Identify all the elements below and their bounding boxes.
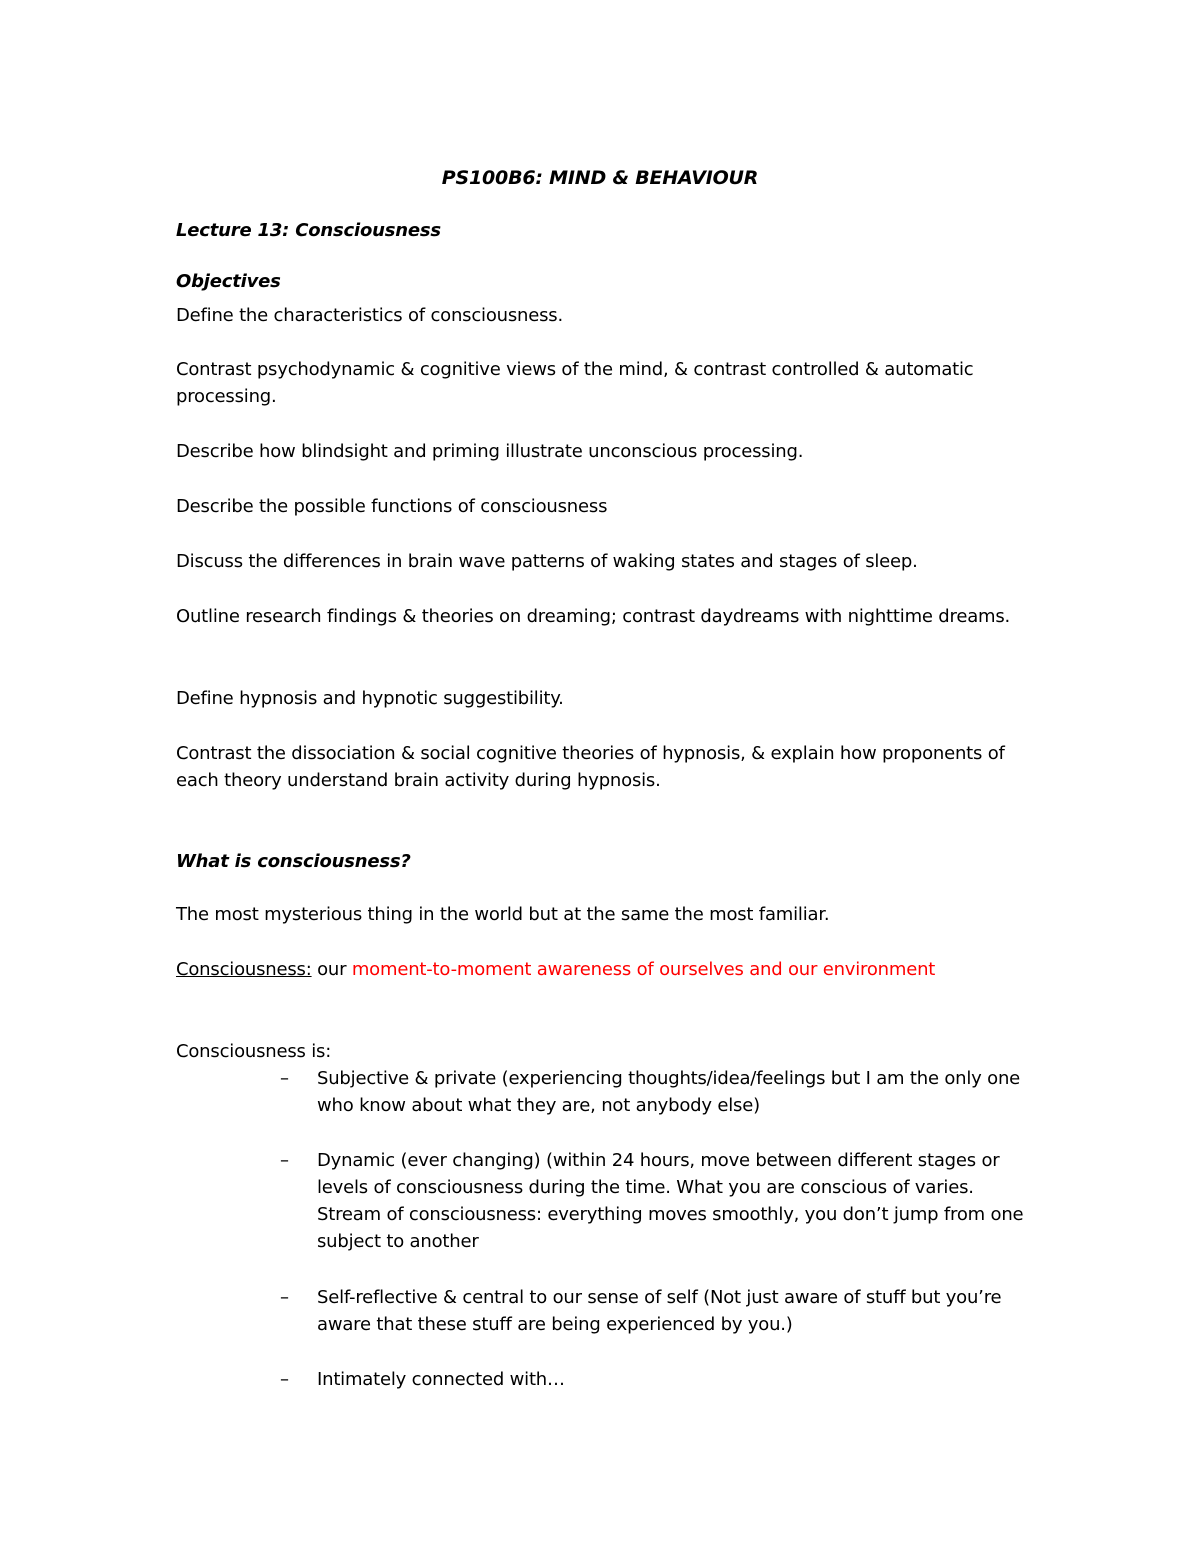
objective-item: Describe how blindsight and priming illustrate unconscious processing. (176, 441, 804, 462)
objectives-heading: Objectives (176, 271, 281, 292)
bullet-item: Self-reflective & central to our sense of self (Not just aware of stuff but you’re aware that these stuff are being experienced by you.) (317, 1287, 1002, 1335)
definition-line (176, 956, 935, 983)
objective-item: Describe the possible functions of consciousness (176, 496, 608, 517)
bullet-marker: – (280, 1150, 289, 1171)
section-heading: What is consciousness? (176, 851, 411, 872)
definition-connector: our (311, 959, 352, 980)
definition-text: moment-to-moment awareness of ourselves and our environment (351, 959, 936, 980)
lecture-title: Lecture 13: Consciousness (176, 220, 441, 241)
course-title: PS100B6: MIND & BEHAVIOUR (441, 167, 759, 189)
definition-term: Consciousness: (176, 959, 312, 980)
objective-item: Outline research findings & theories on dreaming; contrast daydreams with nighttime dreams. (176, 606, 1011, 627)
objective-item: Define hypnosis and hypnotic suggestibility. (176, 688, 564, 709)
bullet-marker: – (280, 1287, 289, 1308)
bullet-marker: – (280, 1068, 289, 1089)
bullet-item: Subjective & private (experiencing thoughts/idea/feelings but I am the only one who know about what they are, not anybody else) (317, 1068, 1021, 1116)
list-intro: Consciousness is: (176, 1041, 332, 1062)
bullet-item: Dynamic (ever changing) (within 24 hours, move between different stages or levels of consciousness during the time. What you are conscious of varies. Stream of consciousness: everything moves smoothly, you don’t jump from one subject to another (317, 1150, 1024, 1252)
bullet-marker: – (280, 1369, 289, 1390)
objective-item: Discuss the differences in brain wave patterns of waking states and stages of sleep. (176, 551, 918, 572)
objective-item: Define the characteristics of consciousness. (176, 305, 563, 326)
section-intro: The most mysterious thing in the world but at the same the most familiar. (176, 904, 830, 925)
objective-item: Contrast the dissociation & social cognitive theories of hypnosis, & explain how proponents of each theory understand brain activity during hypnosis. (176, 743, 1005, 791)
objective-item: Contrast psychodynamic & cognitive views of the mind, & contrast controlled & automatic processing. (176, 359, 974, 407)
bullet-item: Intimately connected with… (317, 1369, 565, 1390)
